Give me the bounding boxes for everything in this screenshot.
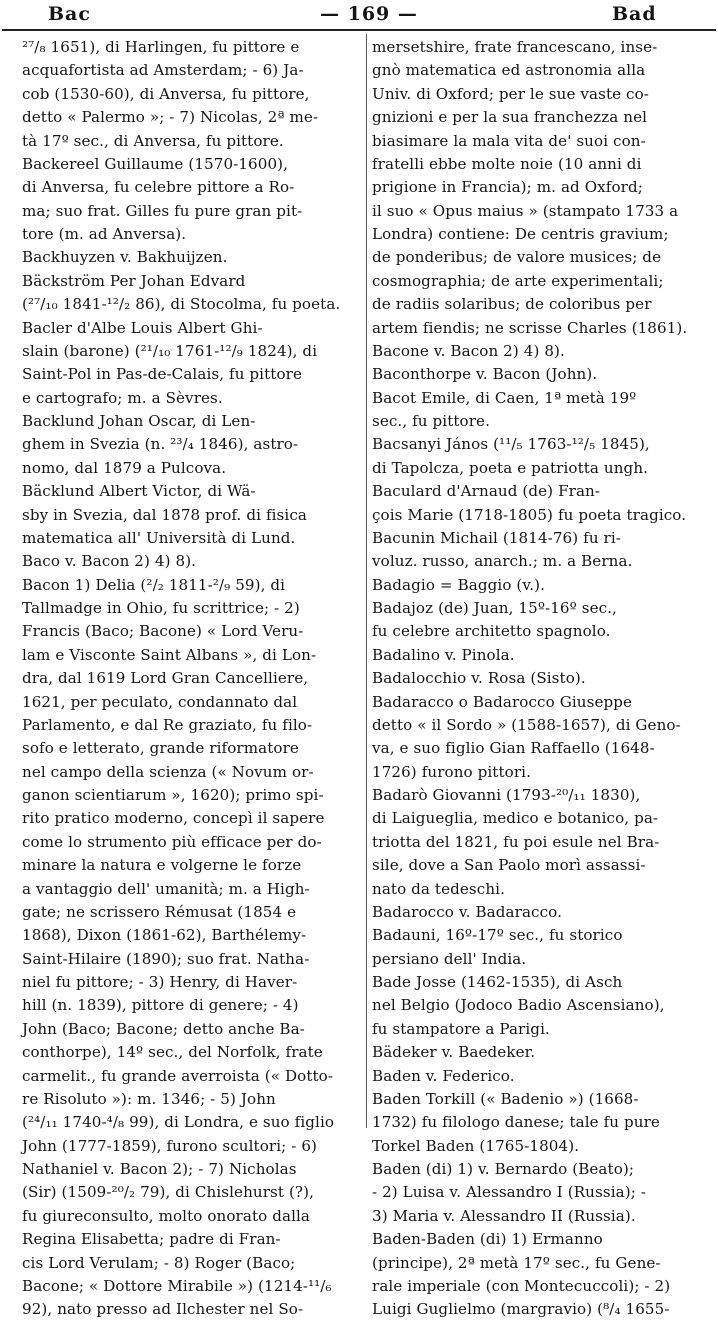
text-line: John (1777-1859), furono scultori; - 6) [22, 1136, 318, 1155]
text-line: dra, dal 1619 Lord Gran Cancelliere, [22, 669, 309, 688]
text-line: Univ. di Oxford; per le sue vaste co- [372, 84, 649, 103]
text-line: Bacone; « Dottore Mirabile ») (1214-¹¹/₆ [22, 1276, 332, 1295]
text-line: Badarò Giovanni (1793-²⁰/₁₁ 1830), [372, 786, 641, 804]
text-line: acquafortista ad Amsterdam; - 6) Ja- [22, 61, 304, 80]
text-line: Regina Elisabetta; padre di Fran- [22, 1230, 281, 1249]
text-line: Bade Josse (1462-1535), di Asch [372, 973, 623, 991]
text-line: fu celebre architetto spagnolo. [372, 622, 611, 641]
text-line: nato da tedeschi. [372, 879, 505, 898]
text-line: biasimare la mala vita de' suoi con- [372, 131, 646, 150]
text-line: Bacunin Michail (1814-76) fu ri- [372, 528, 621, 547]
text-line: Badaracco o Badarocco Giuseppe [372, 692, 633, 711]
text-line: Badalino v. Pinola. [372, 645, 515, 664]
text-line: Bacsanyi János (¹¹/₅ 1763-¹²/₅ 1845), [372, 435, 650, 454]
text-line: fratelli ebbe molte noie (10 anni di [372, 154, 642, 173]
header-left-catchword: Bac [48, 3, 91, 25]
text-line: Bacler d'Albe Louis Albert Ghi- [22, 318, 263, 337]
text-line: e cartografo; m. a Sèvres. [22, 388, 223, 407]
text-line: detto « Palermo »; - 7) Nicolas, 2ª me- [22, 108, 319, 127]
text-line: re Risoluto »): m. 1346; - 5) John [22, 1089, 276, 1108]
text-line: cosmographia; de arte experimentali; [372, 271, 664, 290]
text-line: Tallmadge in Ohio, fu scrittrice; - 2) [22, 599, 300, 617]
text-line: Badagio = Baggio (v.). [372, 575, 546, 594]
text-line: Backereel Guillaume (1570-1600), [22, 154, 289, 173]
text-line: Baden v. Federico. [372, 1066, 515, 1085]
text-line: nel Belgio (Jodoco Badio Ascensiano), [372, 996, 665, 1015]
text-line: Badarocco v. Badaracco. [372, 902, 562, 921]
text-line: cis Lord Verulam; - 8) Roger (Baco; [22, 1253, 296, 1272]
text-line: prigione in Francia); m. ad Oxford; [372, 178, 643, 197]
text-line: ghem in Svezia (n. ²³/₄ 1846), astro- [22, 435, 299, 454]
text-line: nel campo della scienza (« Novum or- [22, 762, 314, 781]
text-line: persiano dell' India. [372, 949, 527, 968]
text-line: Bacot Emile, di Caen, 1ª metà 19º [372, 388, 637, 407]
header-rule [2, 29, 716, 31]
text-line: Parlamento, e dal Re graziato, fu filo- [22, 715, 313, 734]
text-line: triotta del 1821, fu poi esule nel Bra- [372, 832, 660, 851]
text-line: hill (n. 1839), pittore di genere; - 4) [22, 996, 299, 1015]
text-line: di Anversa, fu celebre pittore a Ro- [22, 178, 295, 197]
text-line: a vantaggio dell' umanità; m. a High- [22, 879, 310, 898]
text-line: matematica all' Università di Lund. [22, 528, 296, 547]
text-line: minare la natura e volgerne le forze [22, 856, 302, 875]
text-line: tore (m. ad Anversa). [22, 225, 187, 243]
text-line: Baculard d'Arnaud (de) Fran- [372, 482, 601, 501]
text-line: 92), nato presso ad Ilchester nel So- [22, 1300, 304, 1319]
text-line: ma; suo frat. Gilles fu pure gran pit- [22, 201, 303, 220]
text-line: (²⁷/₁₀ 1841-¹²/₂ 86), di Stocolma, fu poeta. [22, 295, 341, 314]
text-line: di Tapolcza, poeta e patriotta ungh. [372, 458, 649, 477]
text-line: Torkel Baden (1765-1804). [372, 1136, 580, 1155]
text-line: niel fu pittore; - 3) Henry, di Haver- [22, 973, 298, 991]
text-line: Bäcklund Albert Victor, di Wä- [22, 482, 256, 501]
text-line: (Sir) (1509-²⁰/₂ 79), di Chislehurst (?), [22, 1183, 315, 1202]
text-line: artem fiendis; ne scrisse Charles (1861). [372, 318, 688, 337]
text-line: John (Baco; Bacone; detto anche Ba- [22, 1019, 305, 1038]
text-line: va, e suo figlio Gian Raffaello (1648- [372, 739, 655, 758]
text-line: gnizioni e per la sua franchezza nel [372, 108, 648, 127]
header-right-catchword: Bad [612, 3, 657, 25]
text-line: cob (1530-60), di Anversa, fu pittore, [22, 84, 310, 103]
text-line: 1726) furono pittori. [372, 762, 531, 781]
text-line: Francis (Baco; Bacone) « Lord Veru- [22, 622, 304, 641]
right-column [372, 36, 706, 1319]
text-line: 1621, per peculato, condannato dal [22, 692, 298, 711]
text-line: Baconthorpe v. Bacon (John). [372, 365, 598, 384]
text-line: de ponderibus; de valore musices; de [372, 248, 662, 267]
text-line: Backlund Johan Oscar, di Len- [22, 412, 256, 430]
text-line: sofo e letterato, grande riformatore [22, 739, 299, 758]
text-line: çois Marie (1718-1805) fu poeta tragico. [372, 505, 687, 524]
text-line: rale imperiale (con Montecuccoli); - 2) [372, 1276, 671, 1295]
text-line: rito pratico moderno, concepì il sapere [22, 809, 325, 828]
text-line: gate; ne scrissero Rémusat (1854 e [22, 902, 297, 921]
text-line: Badauni, 16º-17º sec., fu storico [372, 926, 623, 945]
page-number: — 169 — [320, 3, 418, 25]
text-line: di Laigueglia, medico e botanico, pa- [372, 809, 659, 828]
text-line: Nathaniel v. Bacon 2); - 7) Nicholas [22, 1160, 297, 1178]
text-line: ganon scientiarum », 1620); primo spi- [22, 786, 324, 804]
text-line: Backhuyzen v. Bakhuijzen. [22, 248, 228, 267]
text-line: Saint-Pol in Pas-de-Calais, fu pittore [22, 365, 302, 384]
text-line: Baden (di) 1) v. Bernardo (Beato); [372, 1160, 635, 1178]
text-line: Bädeker v. Baedeker. [372, 1043, 536, 1062]
text-line: il suo « Opus maius » (stampato 1733 a [372, 201, 679, 220]
left-column [22, 36, 360, 1319]
text-line: Bacon 1) Delia (²/₂ 1811-²/₉ 59), di [22, 575, 286, 594]
text-line: fu giureconsulto, molto onorato dalla [22, 1206, 311, 1225]
column-divider [366, 34, 367, 1128]
text-line: sile, dove a San Paolo morì assassi- [372, 856, 646, 875]
text-line: Saint-Hilaire (1890); suo frat. Natha- [22, 949, 310, 968]
text-line: mersetshire, frate francescano, inse- [372, 38, 658, 56]
text-line: detto « il Sordo » (1588-1657), di Geno- [372, 715, 681, 734]
text-line: Bacone v. Bacon 2) 4) 8). [372, 341, 565, 360]
page-header [0, 0, 718, 30]
text-line: tà 17º sec., di Anversa, fu pittore. [22, 131, 284, 150]
text-line: gnò matematica ed astronomia alla [372, 61, 646, 80]
text-line: lam e Visconte Saint Albans », di Lon- [22, 645, 317, 664]
text-line: Luigi Guglielmo (margravio) (⁸/₄ 1655- [372, 1300, 670, 1319]
text-line: slain (barone) (²¹/₁₀ 1761-¹²/₉ 1824), di [22, 341, 318, 360]
text-line: Badalocchio v. Rosa (Sisto). [372, 669, 586, 688]
text-line: 1868), Dixon (1861-62), Barthélemy- [22, 926, 307, 945]
text-line: Baden-Baden (di) 1) Ermanno [372, 1230, 603, 1249]
text-line: 3) Maria v. Alessandro II (Russia). [372, 1206, 636, 1225]
text-line: Badajoz (de) Juan, 15º-16º sec., [372, 599, 617, 617]
text-line: (²⁴/₁₁ 1740-⁴/₈ 99), di Londra, e suo figlio [22, 1113, 335, 1132]
text-line: Bäckström Per Johan Edvard [22, 271, 246, 290]
text-line: come lo strumento più efficace per do- [22, 832, 322, 851]
text-line: Baden Torkill (« Badenio ») (1668- [372, 1089, 639, 1108]
text-line: de radiis solaribus; de coloribus per [372, 295, 652, 314]
text-line: conthorpe), 14º sec., del Norfolk, frate [22, 1043, 323, 1062]
text-line: voluz. russo, anarch.; m. a Berna. [372, 552, 633, 571]
text-line: nomo, dal 1879 a Pulcova. [22, 458, 227, 477]
text-line: - 2) Luisa v. Alessandro I (Russia); - [372, 1183, 646, 1202]
text-line: carmelit., fu grande averroista (« Dotto- [22, 1066, 334, 1085]
text-line: fu stampatore a Parigi. [372, 1019, 550, 1038]
text-line: Baco v. Bacon 2) 4) 8). [22, 552, 197, 571]
text-line: (principe), 2ª metà 17º sec., fu Gene- [372, 1253, 661, 1272]
text-line: Londra) contiene: De centris gravium; [372, 225, 669, 243]
text-line: sec., fu pittore. [372, 412, 490, 430]
text-line: ²⁷/₈ 1651), di Harlingen, fu pittore e [22, 38, 300, 56]
text-line: 1732) fu filologo danese; tale fu pure [372, 1113, 660, 1132]
text-line: sby in Svezia, dal 1878 prof. di fisica [22, 505, 307, 524]
